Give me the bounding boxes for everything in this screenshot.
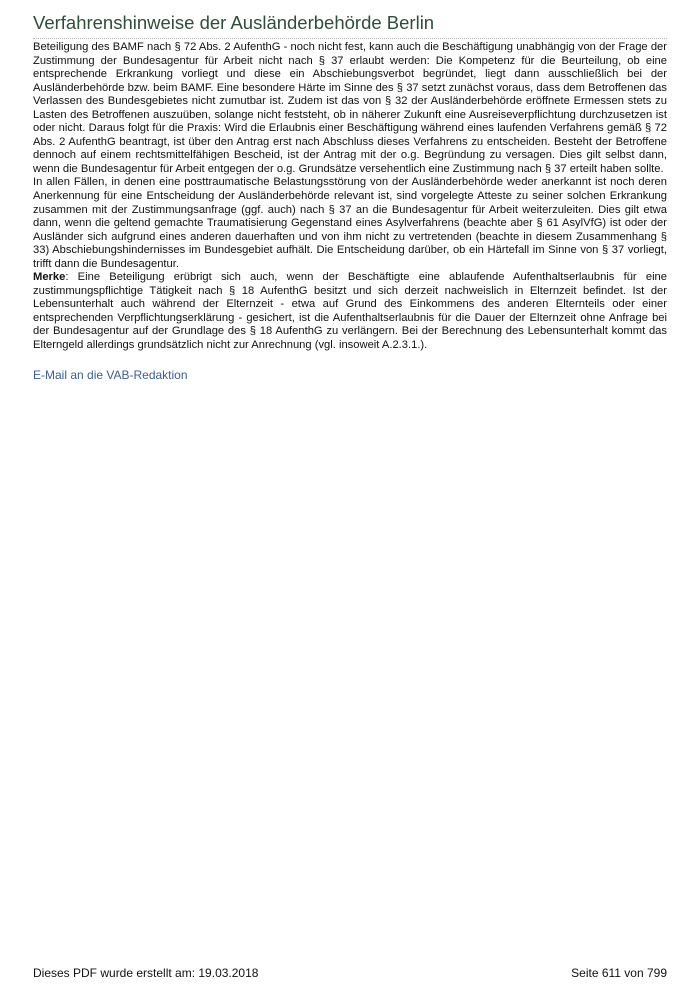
- merke-text: : Eine Beteiligung erübrigt sich auch, wenn der Beschäftigte eine ablaufende Aufenthaltserlaubnis für eine zustimmungspflichtige Tätigkeit nach § 18 AufenthG besitzt und sich derzeit nachweislich in Elternzeit befindet. Ist der Lebensunterhalt auch während der Elternzeit - etwa auf Grund des Einkommens des anderen Elternteils oder einer entsprechenden Verpflichtungserklärung - gesichert, ist die Aufenthaltserlaubnis für die Dauer der Elternzeit ohne Anfrage bei der Bundesagentur auf der Grundlage des § 18 AufenthG zu verlängern. Bei der Berechnung des Lebensunterhalt kommt das Elterngeld allerdings grundsätzlich nicht zur Anrechnung (vgl. insoweit A.2.3.1.).: [33, 271, 667, 352]
- document-body: [33, 41, 667, 353]
- page-title: Verfahrenshinweise der Ausländerbehörde Berlin: [33, 11, 667, 39]
- paragraph-posttraumatisch: In allen Fällen, in denen eine posttraumatische Belastungsstörung von der Ausländerbehörde weder anerkannt ist noch deren Anerkennung für eine Entscheidung der Ausländerbehörde relevant ist, sind vorgelegte Atteste zu seiner solchen Erkrankung zusammen mit der Zustimmungsanfrage (ggf. auch) nach § 37 an die Bundesagentur für Arbeit weiterzuleiten. Dies gilt etwa dann, wenn die geltend gemachte Traumatisierung Gegenstand eines Asylverfahrens (beachte aber § 61 AsylVfG) ist oder der Ausländer sich aufgrund eines anderen dauerhaften und von ihm nicht zu vertretenden (beachte in diesem Zusammenhang § 33) Abschiebungshindernisses im Bundesgebiet aufhält. Die Entscheidung darüber, ob ein Härtefall im Sinne von § 37 vorliegt, trifft dann die Bundesagentur.: [33, 176, 667, 270]
- paragraph-merke: [33, 271, 667, 352]
- email-redaktion-link[interactable]: E-Mail an die VAB-Redaktion: [33, 368, 188, 382]
- footer-created-date: Dieses PDF wurde erstellt am: 19.03.2018: [33, 966, 259, 980]
- paragraph-beteiligung: Beteiligung des BAMF nach § 72 Abs. 2 AufenthG - noch nicht fest, kann auch die Beschäftigung unabhängig von der Frage der Zustimmung der Bundesagentur für Arbeit nicht nach § 37 erlaubt werden: Die Kompetenz für die Beurteilung, ob eine entsprechende Erkrankung vorliegt und diese ein Abschiebungsverbot begründet, liegt dann ausschließlich bei der Ausländerbehörde bzw. beim BAMF. Eine besondere Härte im Sinne des § 37 setzt zunächst voraus, dass dem Betroffenen das Verlassen des Bundesgebietes nicht zumutbar ist. Zudem ist das von § 32 der Ausländerbehörde eröffnete Ermessen stets zu Lasten des Betroffenen auszuüben, solange nicht feststeht, ob in näherer Zukunft eine Ausreiseverpflichtung durchzusetzen ist oder nicht. Daraus folgt für die Praxis: Wird die Erlaubnis einer Beschäftigung während eines laufenden Verfahrens gemäß § 72 Abs. 2 AufenthG beantragt, ist über den Antrag erst nach Abschluss dieses Verfahrens zu entscheiden. Besteht der Betroffene dennoch auf einem rechtsmittelfähigen Bescheid, ist der Antrag mit der o.g. Begründung zu versagen. Dies gilt selbst dann, wenn die Bundesagentur für Arbeit entgegen der o.g. Grundsätze versehentlich eine Zustimmung nach § 37 erteilt haben sollte.: [33, 41, 667, 175]
- merke-label: Merke: [33, 271, 66, 284]
- footer-page-number: Seite 611 von 799: [571, 966, 667, 980]
